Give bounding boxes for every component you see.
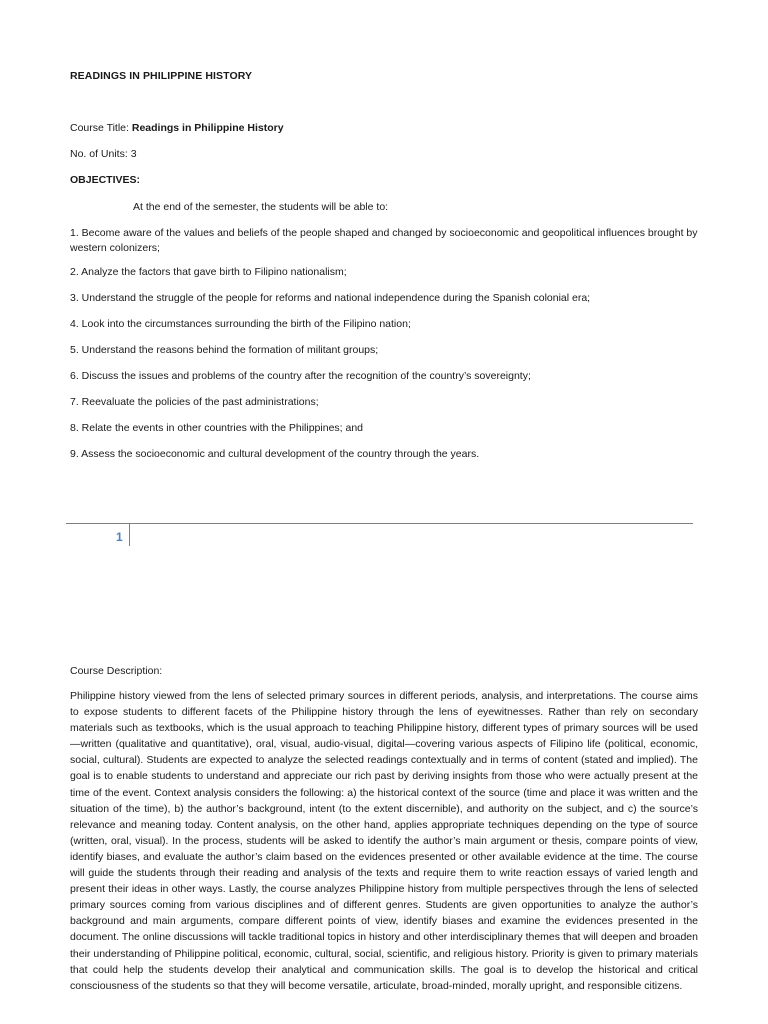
footer-rule <box>66 523 693 524</box>
objectives-intro: At the end of the semester, the students will be able to: <box>133 201 389 213</box>
course-title-label: Course Title: <box>70 122 132 134</box>
document-heading: READINGS IN PHILIPPINE HISTORY <box>70 70 253 82</box>
objectives-heading: OBJECTIVES: <box>70 174 141 186</box>
units-line: No. of Units: 3 <box>70 148 137 160</box>
objective-item: 7. Reevaluate the policies of the past administrations; <box>70 396 319 408</box>
description-paragraph: Philippine history viewed from the lens of selected primary sources in different periods, analysis, and interpretations. The course aims to expose students to different facets of the Philippine history through the lens of eyewitnesses. Rather than rely on secondary materials such as textbooks, which is the usual approach to teaching Philippine history, different types of primary sources will be used—written (qualitative and quantitative), oral, visual, audio-visual, digital—covering various aspects of Filipino life (political, economic, social, cultural). Students are expected to analyze the selected readings contextually and in terms of content (stated and implied). The goal is to enable students to understand and appreciate our rich past by deriving insights from those who were actually present at the time of the event. Context analysis considers the following: a) the historical context of the source (time and place it was written and the situation of the time), b) the author’s background, intent (to the extent discernible), and authority on the subject, and c) the source’s relevance and meaning today. Content analysis, on the other hand, applies appropriate techniques depending on the type of source (written, oral, visual). In the process, students will be asked to identify the author’s main argument or thesis, compare points of view, identify biases, and evaluate the author’s claim based on the evidences presented or other available evidence at the time. The course will guide the students through their reading and analysis of the texts and require them to write reaction essays of varied length and present their ideas in other ways. Lastly, the course analyzes Philippine history from multiple perspectives through the lens of selected primary sources coming from various disciplines and of different genres. Students are given opportunities to analyze the author’s background and main arguments, compare different points of view, identify biases and examine the evidences presented in the document. The online discussions will tackle traditional topics in history and other interdisciplinary themes that will deepen and broaden their understanding of Philippine political, economic, cultural, social, scientific, and religious history. Priority is given to primary materials that could help the students develop their analytical and communication skills. The goal is to develop the historical and critical consciousness of the students so that they will become versatile, articulate, broad-minded, morally upright, and responsible citizens. <box>70 690 698 992</box>
objective-item: 8. Relate the events in other countries with the Philippines; and <box>70 422 364 434</box>
objective-item: 4. Look into the circumstances surrounding the birth of the Filipino nation; <box>70 318 411 330</box>
course-title-value: Readings in Philippine History <box>131 122 284 134</box>
objective-item: 6. Discuss the issues and problems of the country after the recognition of the country’s sovereignty; <box>70 370 531 382</box>
objective-item: 9. Assess the socioeconomic and cultural development of the country through the years. <box>70 448 480 460</box>
objective-item: 5. Understand the reasons behind the formation of militant groups; <box>70 344 379 356</box>
page-number: 1 <box>116 530 123 544</box>
page-number-divider <box>129 524 130 546</box>
objective-item: 3. Understand the struggle of the people for reforms and national independence during the Spanish colonial era; <box>70 292 591 304</box>
objectives-list <box>70 226 700 473</box>
objective-item: 2. Analyze the factors that gave birth to Filipino nationalism; <box>70 266 347 278</box>
course-title-line <box>70 122 284 134</box>
description-heading: Course Description: <box>70 665 163 677</box>
objective-item: 1. Become aware of the values and beliefs of the people shaped and changed by socioeconomic and geopolitical influences brought by western colonizers; <box>70 227 698 254</box>
